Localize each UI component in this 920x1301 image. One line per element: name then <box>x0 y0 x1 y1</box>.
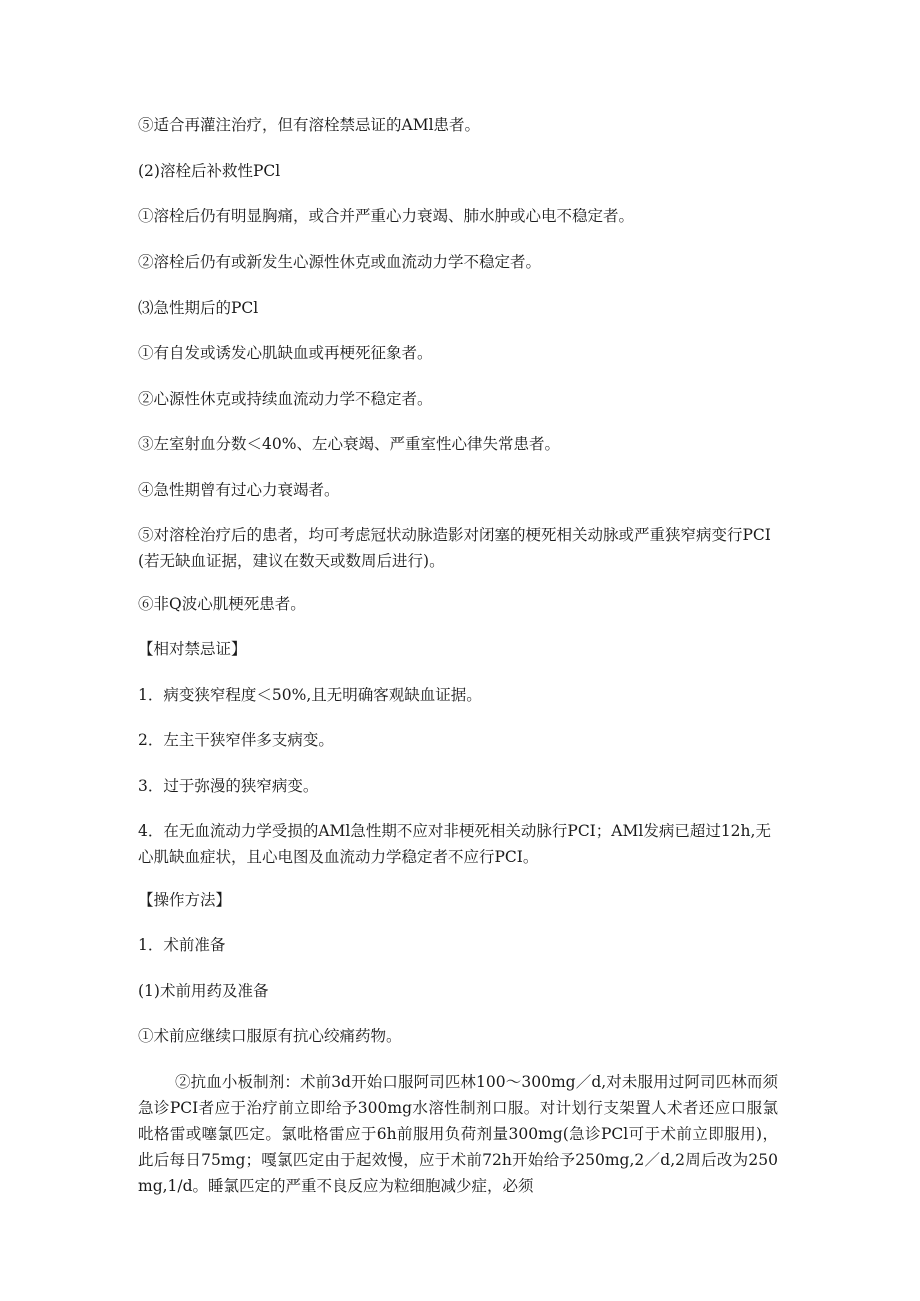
paragraph-5: ⑶急性期后的PCl <box>138 299 259 317</box>
paragraph-16: 1．术前准备 <box>138 936 226 954</box>
paragraph-17: (1)术前用药及准备 <box>138 982 269 1000</box>
paragraph-14: 3．过于弥漫的狭窄病变。 <box>138 777 319 795</box>
paragraph-18: ①术前应继续口服原有抗心绞痛药物。 <box>138 1027 402 1045</box>
paragraph-12: 1．病变狭窄程度＜50%,且无明确客观缺血证据。 <box>138 686 482 704</box>
paragraph-4: ②溶栓后仍有或新发生心源性休克或血流动力学不稳定者。 <box>138 253 542 271</box>
paragraph-13: 2．左主干狭窄伴多支病变。 <box>138 731 334 749</box>
paragraph-2: (2)溶栓后补救性PCl <box>138 162 281 180</box>
section-heading-operation-method: 【操作方法】 <box>138 891 232 909</box>
paragraph-11: ⑥非Q波心肌梗死患者。 <box>138 595 306 613</box>
paragraph-19: ②抗血小板制剂：术前3d开始口服阿司匹林100～300mg／d,对未服用过阿司匹林而须急诊PCI者应于治疗前立即给予300mg水溶性制剂口服。对计划行支架置人术者还应口服氯吡格雷或噻氯匹定。氯吡格雷应于6h前服用负荷剂量300mg(急诊PCl可于术前立即服用)，此后每日75mg；嘎氯匹定由于起效慢，应于术前72h开始给予250mg,2／d,2周后改为250mg,1/d。睡氯匹定的严重不良反应为粒细胞减少症，必须 <box>138 1073 778 1195</box>
paragraph-6: ①有自发或诱发心肌缺血或再梗死征象者。 <box>138 344 433 362</box>
paragraph-15: 4．在无血流动力学受损的AMl急性期不应对非梗死相关动脉行PCI；AMl发病已超过12h,无心肌缺血症状，且心电图及血流动力学稳定者不应行PCI。 <box>138 822 771 866</box>
paragraph-9: ④急性期曾有过心力衰竭者。 <box>138 481 340 499</box>
section-heading-relative-contraindications: 【相对禁忌证】 <box>138 640 247 658</box>
paragraph-1: ⑤适合再灌注治疗，但有溶栓禁忌证的AMl患者。 <box>138 116 481 134</box>
paragraph-3: ①溶栓后仍有明显胸痛，或合并严重心力衰竭、肺水肿或心电不稳定者。 <box>138 207 635 225</box>
paragraph-10: ⑤对溶栓治疗后的患者，均可考虑冠状动脉造影对闭塞的梗死相关动脉或严重狭窄病变行PCI(若无缺血证据，建议在数天或数周后进行)。 <box>138 526 771 570</box>
paragraph-7: ②心源性休克或持续血流动力学不稳定者。 <box>138 390 433 408</box>
paragraph-8: ③左室射血分数＜40%、左心衰竭、严重室性心律失常患者。 <box>138 435 560 453</box>
